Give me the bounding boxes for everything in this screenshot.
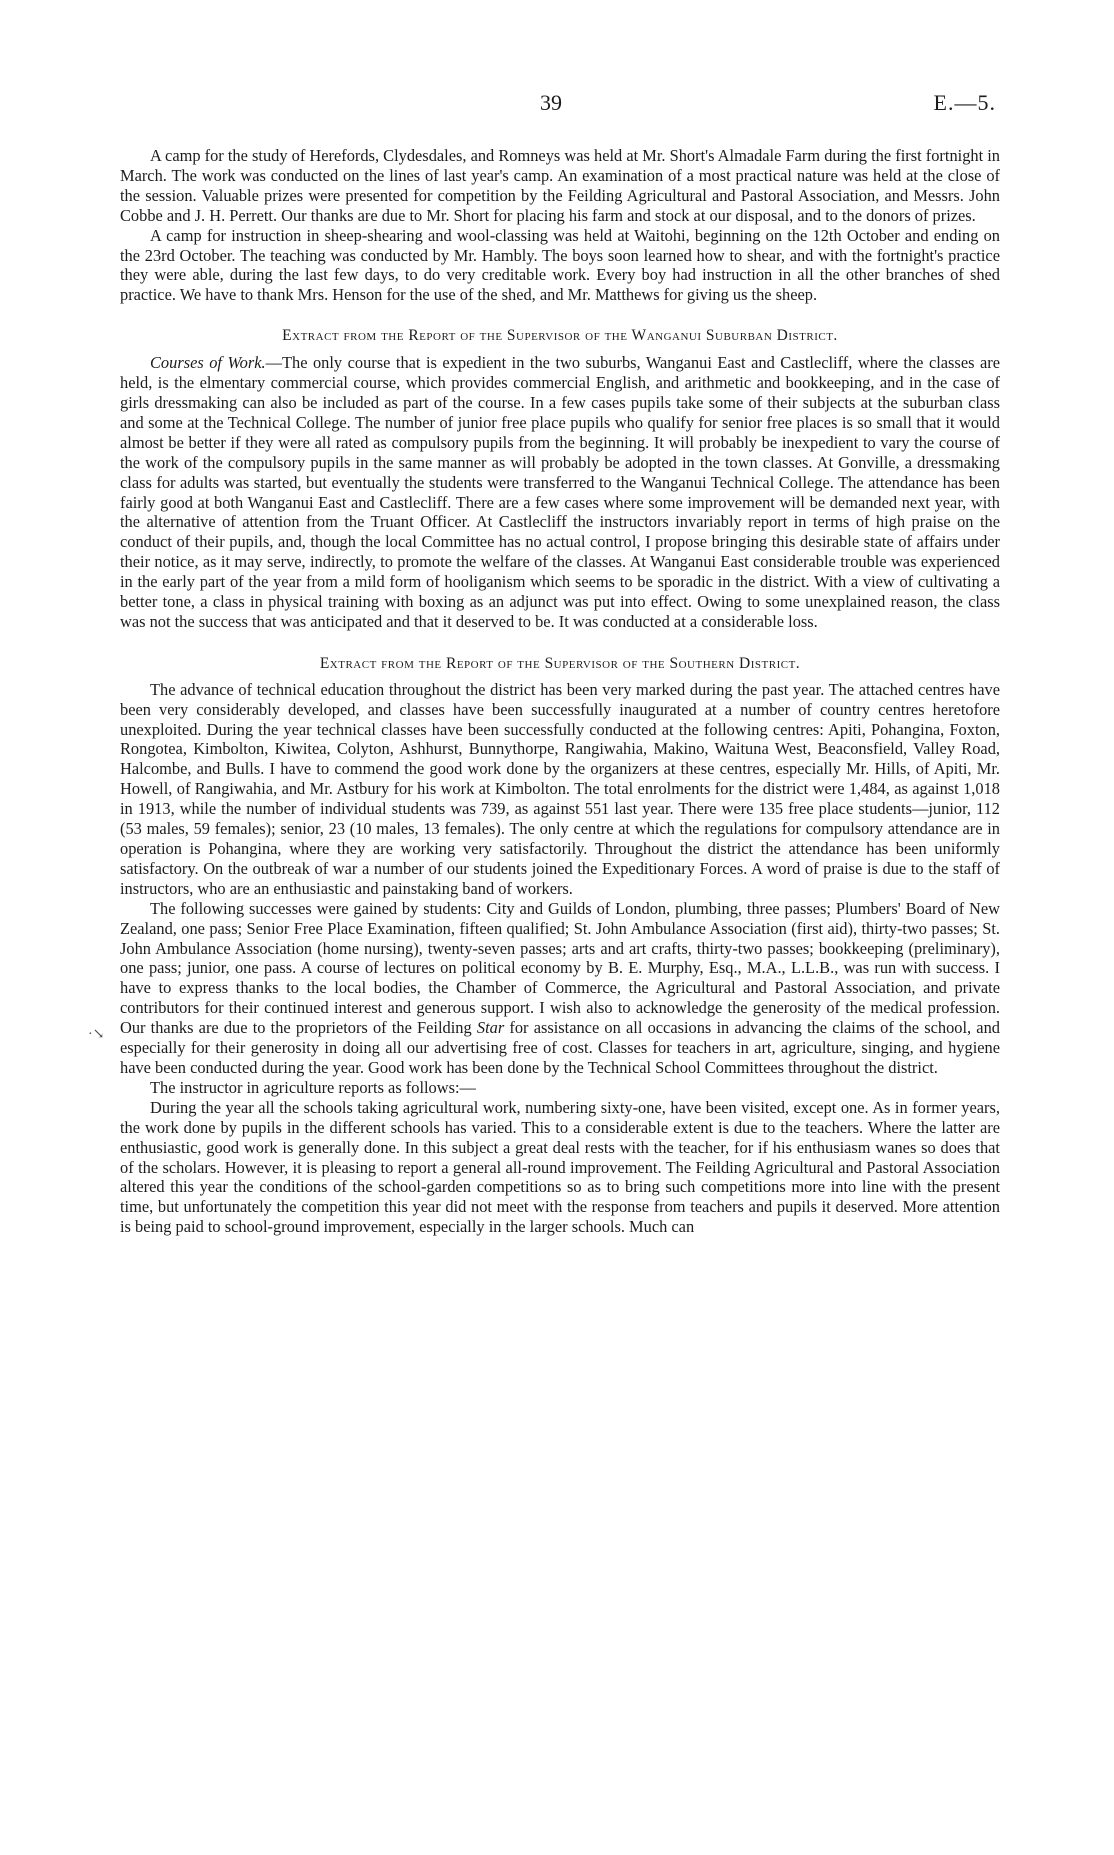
paragraph-successes: [120, 899, 1000, 1078]
courses-of-work-lead: Courses of Work.: [150, 353, 266, 373]
page-body: [120, 146, 1000, 1237]
margin-mark: ·↘: [88, 1027, 105, 1042]
page-header: [0, 90, 1114, 120]
paragraph-agriculture-report: During the year all the schools taking agricultural work, numbering sixty-one, have been visited, except one. As in former years, the work done by pupils in the different schools has varied. This to a considerable extent is due to the teachers. Where the latter are enthusiastic, good work is generally done. In this subject a great deal rests with the teacher, for if his enthusiasm wanes so does that of the scholars. However, it is pleasing to report a general all-round improvement. The Feilding Agricultural and Pastoral Association altered this year the conditions of the school-garden competitions so as to bring such competitions more into line with the present time, but unfortunately the competition this year did not meet with the response from teachers and pupils it deserved. More attention is being paid to school-ground improvement, especially in the larger schools. Much can: [120, 1097, 1000, 1237]
section-heading-wanganui: Extract from the Report of the Supervisor of the Wanganui Suburban District.: [282, 327, 838, 345]
section-heading-southern: Extract from the Report of the Supervisor of the Southern District.: [319, 654, 801, 672]
paragraph-courses-of-work: [120, 353, 1000, 632]
paragraph-technical-education: The advance of technical education throughout the district has been very marked during the past year. The attached centres have been very considerably developed, and classes have been successfully inaugurated at a number of country centres heretofore unexploited. During the year technical classes have been successfully conducted at the following centres: Apiti, Pohangina, Foxton, Rongotea, Kimbolton, Kiwitea, Colyton, Ashhurst, Bunnythorpe, Rangiwahia, Makino, Waituna West, Beaconsfield, Valley Road, Halcombe, and Bulls. I have to commend the good work done by the organizers at these centres, especially Mr. Hills, of Apiti, Mr. Howell, of Rangiwahia, and Mr. Astbury for his work at Kimbolton. The total enrolments for the district were 1,484, as against 1,018 in 1913, while the number of individual students was 739, as against 551 last year. There were 135 free place students—junior, 112 (53 males, 59 females); senior, 23 (10 males, 13 females). The only centre at which the regulations for compulsory attendance are in operation is Pohangina, where they are working very satisfactorily. Throughout the district the attendance has been uniformly satisfactory. On the outbreak of war a number of our students joined the Expeditionary Forces. A word of praise is due to the staff of instructors, who are an enthusiastic and painstaking band of workers.: [120, 679, 1000, 898]
courses-of-work-text: —The only course that is expedient in the two suburbs, Wanganui East and Castlecliff, where the classes are held, is the elmentary commercial course, which provides commercial English, and arithmetic and bookkeeping, and in the case of girls dressmaking can also be included as part of the course. In a few cases pupils take some of their subjects at the suburban class and some at the Technical College. The number of junior free place pupils who qualify for senior free places is so small that it would almost be better if they were all rated as compulsory pupils from the beginning. It will probably be inexpedient to vary the course of the work of the compulsory pupils in the same manner as will probably be adopted in the town classes. At Gonville, a dressmaking class for adults was started, but eventually the students were transferred to the Wanganui Technical College. The attendance has been fairly good at both Wanganui East and Castlecliff. There are a few cases where some improvement will be demanded next year, with the alternative of attention from the Truant Officer. At Castlecliff the instructors invariably report in terms of high praise on the conduct of their pupils, and, though the local Committee has no actual control, I propose bringing this desirable state of affairs under their notice, as it may serve, indirectly, to promote the welfare of the classes. At Wanganui East considerable trouble was experienced in the early part of the year from a mild form of hooliganism which seems to be sporadic in the district. With a view of cultivating a better tone, a class in physical training with boxing as an adjunct was put into effect. Owing to some unexplained reason, the class was not the success that was anticipated and that it deserved to be. It was conducted at a considerable loss.: [120, 353, 1000, 631]
paragraph-camp-shearing: A camp for instruction in sheep-shearing and wool-classing was held at Waitohi, beginning on the 12th October and ending on the 23rd October. The teaching was conducted by Mr. Hambly. The boys soon learned how to shear, and with the fortnight's practice they were able, during the last few days, to do very creditable work. Every boy had instruction in all the other branches of shed practice. We have to thank Mrs. Henson for the use of the shed, and Mr. Matthews for giving us the sheep.: [120, 225, 1000, 305]
document-reference: E.—5.: [933, 90, 996, 115]
successes-text-a: The following successes were gained by students: City and Guilds of London, plumbing, three passes; Plumbers' Board of New Zealand, one pass; Senior Free Place Examination, fifteen qualified; St. John Ambulance Association (first aid), thirty-two passes; St. John Ambulance Association (home nursing), twenty-seven passes; arts and art crafts, thirty-two passes; bookkeeping (preliminary), one pass; junior, one pass. A course of lectures on political economy by B. E. Murphy, Esq., M.A., L.L.B., was run with success. I have to express thanks to the local bodies, the Chamber of Commerce, the Agricultural and Pastoral Association, and private contributors for their continued interest and generous support. I wish also to acknowledge the generosity of the medical profession. Our thanks are due to the proprietors of the Feilding: [120, 898, 1000, 1038]
paragraph-agriculture-intro: The instructor in agriculture reports as follows:—: [150, 1077, 476, 1097]
paragraph-camp-herefords: A camp for the study of Herefords, Clydesdales, and Romneys was held at Mr. Short's Almadale Farm during the first fortnight in March. The work was conducted on the lines of last year's camp. An examination of a most practical nature was held at the close of the session. Valuable prizes were presented for competition by the Feilding Agricultural and Pastoral Association, and Messrs. John Cobbe and J. H. Perrett. Our thanks are due to Mr. Short for placing his farm and stock at our disposal, and to the donors of prizes.: [120, 146, 1000, 225]
star-newspaper-name: Star: [476, 1018, 505, 1038]
successes-text-b: for assistance on all occasions in advancing the claims of the school, and especially for their generosity in doing all our advertising free of cost. Classes for teachers in art, agriculture, singing, and hygiene have been conducted during the year. Good work has been done by the Technical School Committees throughout the district.: [120, 1018, 1000, 1077]
page-number: 39: [540, 90, 562, 115]
